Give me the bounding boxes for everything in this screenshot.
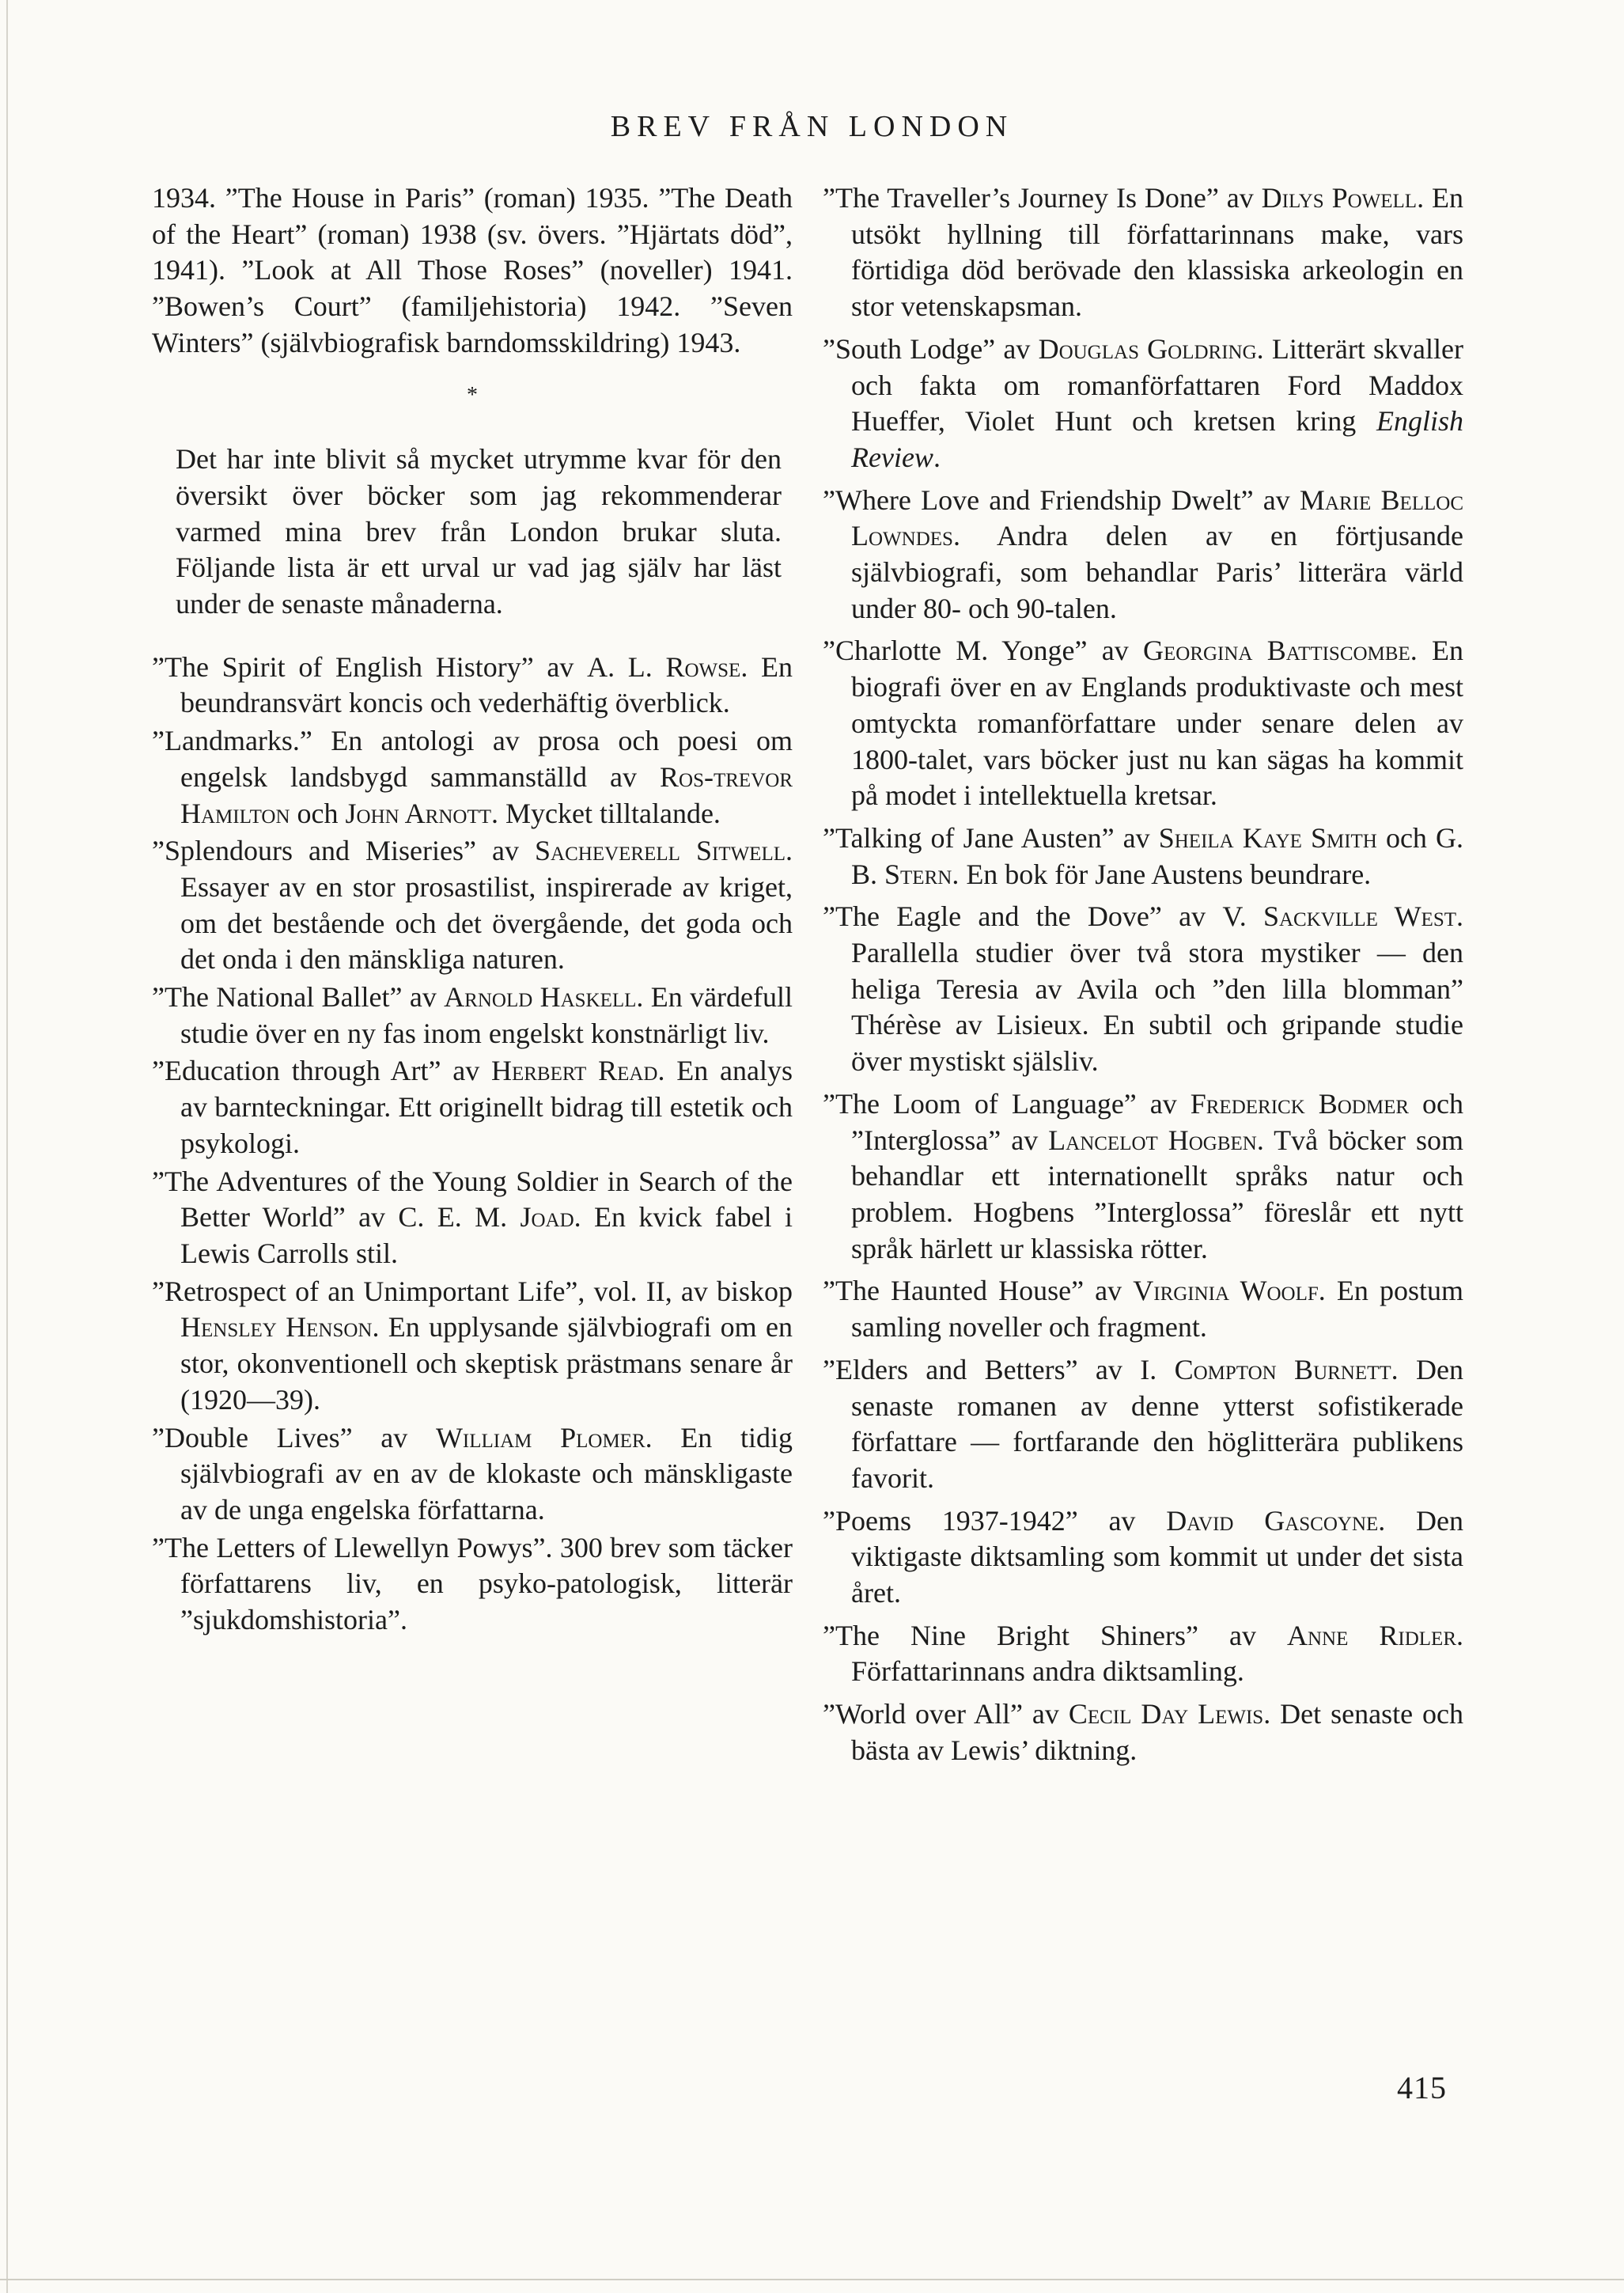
author-name: Arnold Haskell [444, 981, 637, 1014]
book-entry [823, 180, 1463, 325]
author-name: V. Sackville West [1222, 900, 1456, 933]
author-name: Herbert Read [490, 1055, 658, 1087]
author-name: Dilys Powell [1261, 182, 1418, 214]
entry-text: ”The Eagle and the Dove” av [823, 900, 1223, 933]
book-entry [823, 1503, 1463, 1612]
entry-text: . [933, 441, 941, 473]
entry-text: . En biografi över en av Englands produktivaste och mest omtyckta romanförfattare under senare delen av 1800-talet, vars böcker just nu kan sägas ha kommit på modet i intellektuella kretsar. [851, 635, 1463, 812]
author-name: Lancelot Hogben [1048, 1124, 1257, 1156]
book-entry [823, 483, 1463, 627]
left-column [152, 180, 793, 1640]
author-name: Ros-trevor Hamilton [180, 760, 793, 829]
author-name: David Gascoyne [1166, 1504, 1379, 1537]
entry-text: ”Poems 1937-1942” av [823, 1504, 1167, 1537]
author-name: G. B. Stern [851, 821, 1464, 890]
entry-text: ”The Loom of Language” av [823, 1087, 1191, 1120]
book-entry [152, 833, 793, 978]
entry-text: . En utsökt hyllning till författarinnans make, vars förtidiga död berövade den klassiska arkeologin en stor vetenskapsman. [851, 182, 1463, 323]
entry-text: . En kvick fabel i Lewis Carrolls stil. [180, 1201, 793, 1269]
entry-text: ”Talking of Jane Austen” av [823, 821, 1159, 854]
entry-text: ”The Haunted House” av [823, 1275, 1134, 1307]
entry-text: ”Charlotte M. Yonge” av [823, 635, 1143, 667]
entry-text: ”The Nine Bright Shiners” av [823, 1619, 1287, 1651]
author-name: A. L. Rowse [587, 650, 741, 683]
italic-title: English Review [851, 405, 1463, 473]
entry-text: . Mycket tilltalande. [491, 797, 721, 829]
page-number: 415 [1397, 2070, 1447, 2105]
book-entry [823, 332, 1463, 476]
author-name: Sacheverell Sitwell [535, 835, 786, 867]
entry-text: ”South Lodge” av [823, 332, 1039, 365]
entry-text: . Det senaste och bästa av Lewis’ diktning. [851, 1698, 1464, 1766]
entry-text: . Essayer av en stor prosastilist, inspirerade av kriget, om det bestående och det övergående, det goda och det onda i den mänskliga naturen. [180, 835, 793, 976]
book-entry [152, 1420, 793, 1529]
entry-text: ”Elders and Betters” av [823, 1353, 1141, 1385]
book-entry [152, 723, 793, 832]
book-entry [823, 1618, 1463, 1690]
entry-text: ”The Letters of Llewellyn Powys”. 300 brev som täcker författarens liv, en psyko-patologisk, litterär ”sjukdomshistoria”. [152, 1531, 793, 1636]
author-name: C. E. M. Joad [398, 1201, 574, 1234]
running-head: BREV FRÅN LONDON [610, 110, 1014, 143]
entry-text: ”Double Lives” av [152, 1421, 436, 1453]
book-entry [152, 1530, 793, 1639]
entry-text: ”World over All” av [823, 1698, 1069, 1730]
book-entry [823, 899, 1463, 1080]
entry-text: . En analys av barnteckningar. Ett originellt bidrag till estetik och psykologi. [180, 1055, 793, 1159]
entry-text: . Den viktigaste diktsamling som kommit ut under det sista året. [851, 1504, 1463, 1609]
entry-text: ”The National Ballet” av [152, 981, 445, 1014]
entry-text: ”Education through Art” av [152, 1055, 491, 1087]
author-name: Douglas Goldring [1038, 332, 1257, 365]
book-entry [823, 1273, 1463, 1345]
entry-text: . Författarinnans andra diktsamling. [851, 1619, 1463, 1688]
entry-text: . En postum samling noveller och fragment. [851, 1275, 1463, 1344]
entry-text: ”The Adventures of the Young Soldier in Search of the Better World” av [152, 1165, 793, 1234]
book-entry [823, 1696, 1463, 1768]
entry-text: . Två böcker som behandlar ett internationellt språks natur och problem. Hogbens ”Interglossa” föreslår ett nytt språk härlett ur klassiska rötter. [851, 1124, 1463, 1264]
book-list-left [152, 650, 793, 1639]
author-name: Frederick Bodmer [1190, 1087, 1410, 1120]
author-name: Georgina Battiscombe [1143, 635, 1410, 667]
entry-text: . Den senaste romanen av denne ytterst sofistikerade författare — fortfarande den höglitterära publikens favorit. [851, 1353, 1463, 1494]
entry-text: ”The Spirit of English History” av [152, 650, 588, 683]
author-name: Cecil Day Lewis [1068, 1698, 1264, 1730]
book-entry [152, 650, 793, 722]
entry-text: . Litterärt skvaller och fakta om romanförfattaren Ford Maddox Hueffer, Violet Hunt och kretsen kring [851, 332, 1463, 438]
author-name: Sheila Kaye Smith [1158, 821, 1377, 854]
author-name: Marie Belloc Lowndes [851, 483, 1463, 552]
entry-text: . Andra delen av en förtjusande självbiografi, som behandlar Paris’ litterära värld under 80- och 90-talen. [851, 520, 1463, 624]
entry-text: och [1376, 821, 1437, 854]
entry-text: ”Landmarks.” En antologi av prosa och poesi om engelsk landsbygd sammanställd av [152, 725, 793, 793]
right-column [823, 180, 1463, 1776]
author-name: Anne Ridler [1286, 1619, 1456, 1651]
entry-text: ”The Traveller’s Journey Is Done” av [823, 182, 1262, 214]
book-entry [823, 633, 1463, 814]
entry-text: och [290, 797, 346, 829]
entry-text: . En upplysande självbiografi om en stor, okonventionell och skeptisk prästmans senare år (1920—39). [180, 1311, 793, 1416]
book-entry [152, 1274, 793, 1419]
entry-text: . Parallella studier över två stora mystiker — den heliga Teresia av Avila och ”den lilla blomman” Thérèse av Lisieux. En subtil och gripande studie över mystiskt själsliv. [851, 900, 1463, 1078]
bibliography-paragraph: 1934. ”The House in Paris” (roman) 1935. ”The Death of the Heart” (roman) 1938 (sv. övers. ”Hjärtats död”, 1941). ”Look at All Those Roses” (noveller) 1941. ”Bowen’s Court” (familjehistoria) 1942. ”Seven Winters” (självbiografisk barndomsskildring) 1943. [152, 182, 793, 358]
book-entry [152, 1164, 793, 1272]
author-name: William Plomer [435, 1421, 645, 1453]
entry-text: . En bok för Jane Austens beundrare. [952, 858, 1372, 890]
entry-text: ”Where Love and Friendship Dwelt” av [823, 483, 1300, 516]
intro-paragraph: Det har inte blivit så mycket utrymme kvar för den översikt över böcker som jag rekommenderar varmed mina brev från London brukar sluta. Följande lista är ett urval ur vad jag själv har läst under de senaste månaderna. [176, 443, 782, 620]
author-name: Virginia Woolf [1133, 1275, 1319, 1307]
entry-text: . En beundransvärt koncis och vederhäftig överblick. [180, 650, 793, 719]
book-entry [823, 821, 1463, 893]
author-name: I. Compton Burnett [1140, 1353, 1391, 1385]
entry-text: . En värdefull studie över en ny fas inom engelskt konstnärligt liv. [180, 981, 793, 1049]
book-entry [152, 980, 793, 1052]
entry-text: ”Splendours and Miseries” av [152, 835, 536, 867]
book-list-right [823, 180, 1463, 1769]
book-entry [152, 1053, 793, 1162]
book-entry [823, 1352, 1463, 1497]
section-separator: * [467, 382, 478, 407]
entry-text: . En tidig självbiografi av en av de klokaste och mänskligaste av de unga engelska författarna. [180, 1421, 793, 1526]
author-name: Hensley Henson [180, 1311, 373, 1344]
author-name: John Arnott [345, 797, 492, 829]
book-entry [823, 1086, 1463, 1268]
entry-text: och ”Interglossa” av [851, 1087, 1464, 1156]
entry-text: ”Retrospect of an Unimportant Life”, vol. II, av biskop [152, 1275, 793, 1307]
